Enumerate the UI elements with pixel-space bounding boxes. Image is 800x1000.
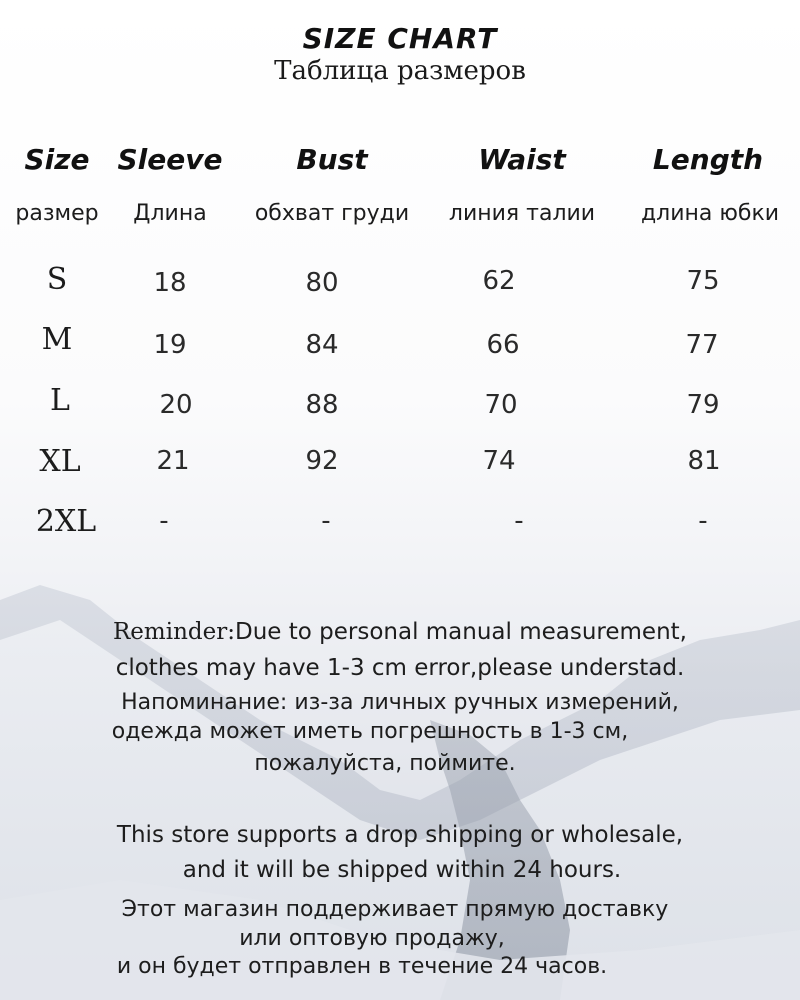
- column-header-sleeve: Sleeve: [117, 143, 223, 176]
- bust-cell: 88: [305, 390, 339, 420]
- sleeve-cell: -: [159, 506, 169, 536]
- length-cell: 75: [686, 266, 720, 296]
- column-header-waist: Waist: [478, 143, 566, 176]
- sleeve-cell: 18: [153, 268, 187, 298]
- reminder-ru-line-3: пожалуйста, поймите.: [254, 751, 516, 776]
- waist-cell: 70: [484, 390, 518, 420]
- shipping-ru-line-3: и он будет отправлен в течение 24 часов.: [116, 954, 608, 979]
- reminder-line-2: clothes may have 1-3 cm error,please understad.: [115, 655, 685, 681]
- waist-cell: 62: [482, 266, 516, 296]
- bust-cell: -: [321, 506, 331, 536]
- sleeve-cell: 19: [153, 330, 187, 360]
- size-cell: L: [50, 383, 70, 418]
- waist-cell: -: [514, 506, 524, 536]
- size-cell: XL: [39, 444, 81, 479]
- column-subheader-size: размер: [15, 201, 99, 226]
- page-title: SIZE CHART: [302, 22, 498, 55]
- reminder-line-1: [0, 619, 800, 645]
- shipping-ru-line-1: Этот магазин поддерживает прямую доставку: [121, 897, 669, 922]
- waist-cell: 74: [482, 446, 516, 476]
- reminder-ru-line-2: одежда может иметь погрешность в 1-3 см,: [111, 719, 629, 744]
- size-cell: M: [41, 322, 73, 357]
- bust-cell: 80: [305, 268, 339, 298]
- column-subheader-length: длина юбки: [640, 201, 780, 226]
- size-cell: 2XL: [35, 504, 97, 539]
- length-cell: -: [698, 506, 708, 536]
- column-subheader-sleeve: Длина: [133, 201, 207, 226]
- shipping-line-1: This store supports a drop shipping or wholesale,: [116, 822, 684, 848]
- column-subheader-waist: линия талии: [448, 201, 596, 226]
- waist-cell: 66: [486, 330, 520, 360]
- reminder-text: Due to personal manual measurement,: [234, 619, 687, 645]
- column-subheader-bust: обхват груди: [254, 201, 410, 226]
- shipping-ru-line-2: или оптовую продажу,: [239, 926, 505, 951]
- bust-cell: 84: [305, 330, 339, 360]
- size-cell: S: [46, 262, 68, 297]
- reminder-ru-line-1: Напоминание: из-за личных ручных измерений,: [121, 690, 679, 715]
- shipping-line-2: and it will be shipped within 24 hours.: [182, 857, 622, 883]
- reminder-label: Reminder:: [112, 619, 235, 645]
- length-cell: 79: [686, 390, 720, 420]
- bust-cell: 92: [305, 446, 339, 476]
- length-cell: 77: [685, 330, 719, 360]
- length-cell: 81: [687, 446, 721, 476]
- column-header-length: Length: [652, 143, 764, 176]
- page-subtitle: Таблица размеров: [274, 56, 526, 86]
- column-header-size: Size: [24, 143, 90, 176]
- sleeve-cell: 21: [156, 446, 190, 476]
- sleeve-cell: 20: [159, 390, 193, 420]
- column-header-bust: Bust: [296, 143, 368, 176]
